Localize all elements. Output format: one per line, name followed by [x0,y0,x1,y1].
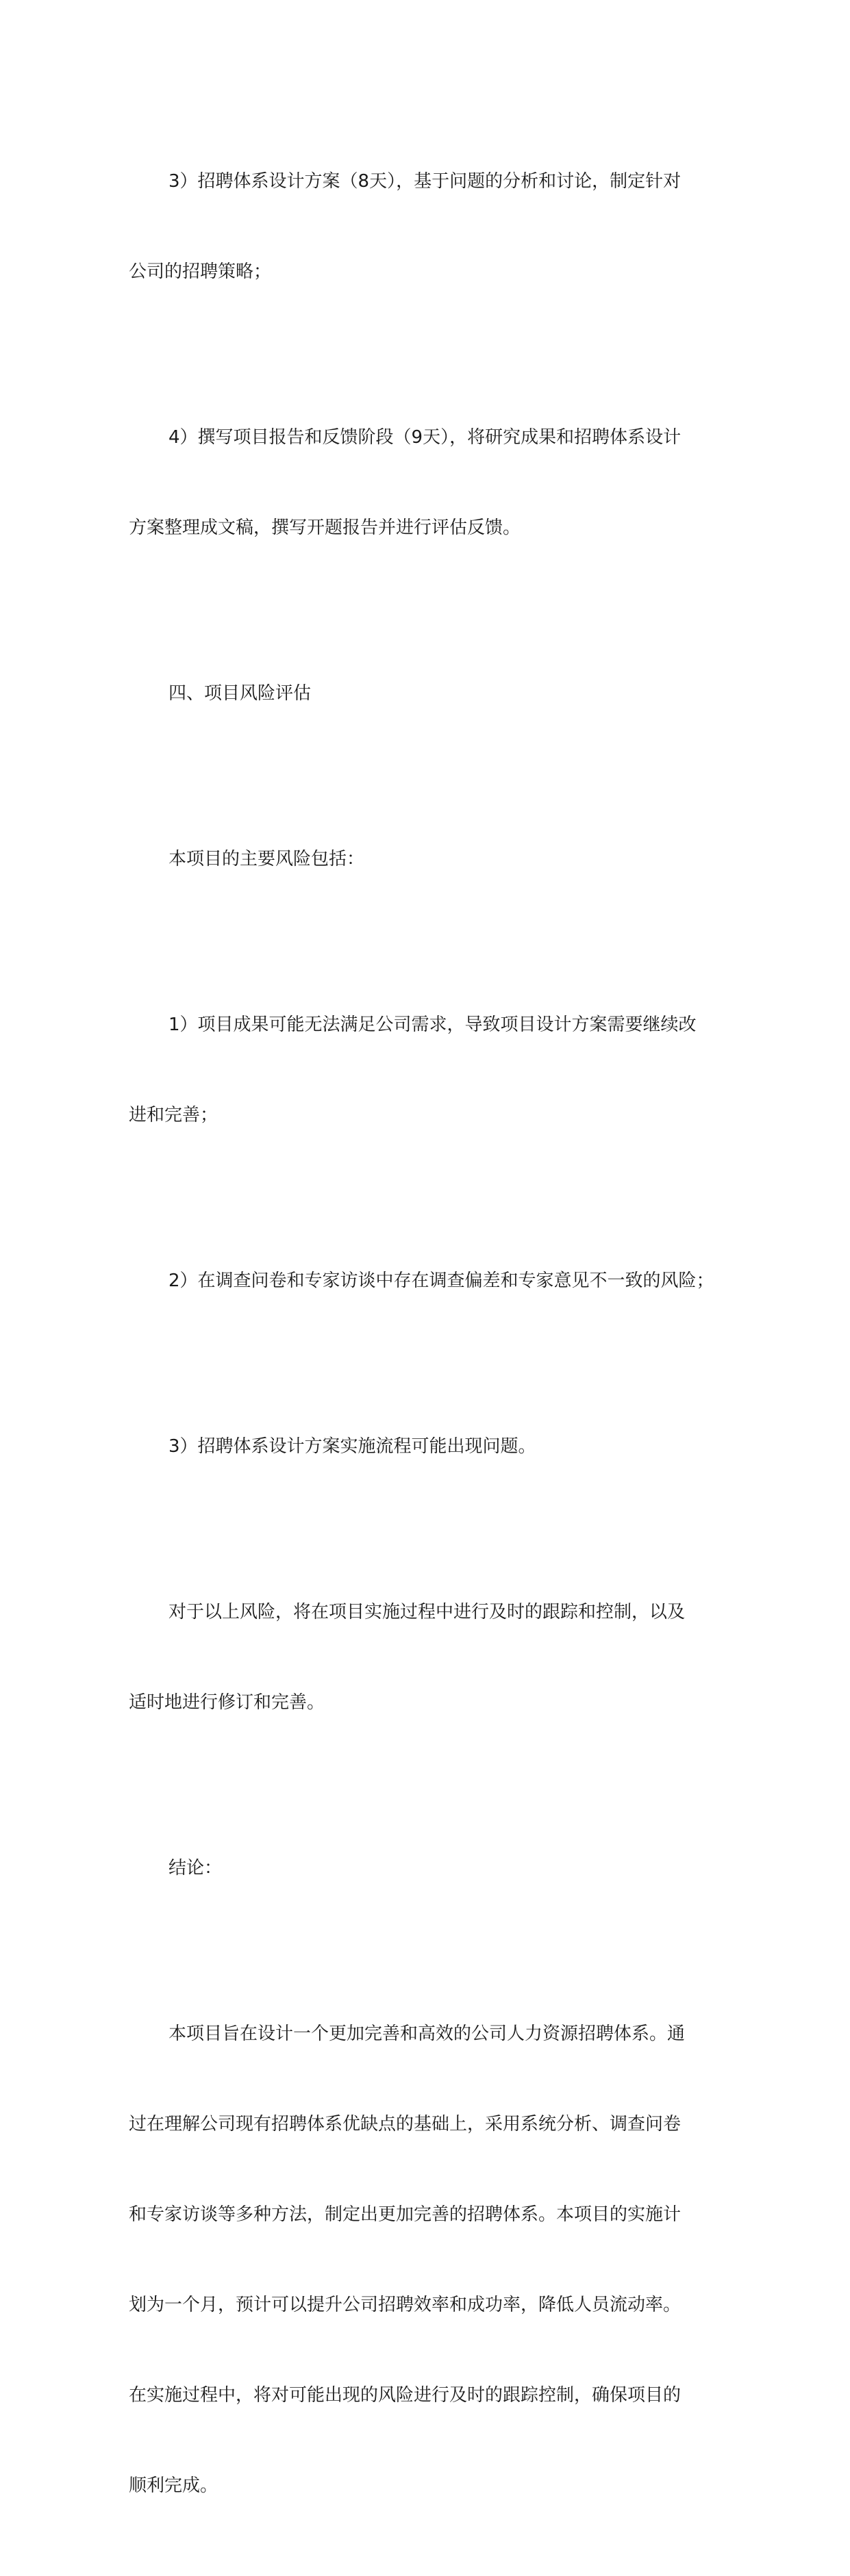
text-line: 2）在调查问卷和专家访谈中存在调查偏差和专家意见不一致的风险； [168,1271,714,1291]
text-line: 3）招聘体系设计方案（8天），基于问题的分析和讨论，制定针对 [168,171,682,192]
text-line: 1）项目成果可能无法满足公司需求，导致项目设计方案需要继续改 [168,1015,697,1035]
text-line: 公司的招聘策略； [129,262,272,282]
paragraph-risk-intro [129,784,745,934]
text-line: 进和完善； [129,1105,218,1125]
text-line: 3）招聘体系设计方案实施流程可能出现问题。 [168,1436,536,1457]
text-line: 在实施过程中，将对可能出现的风险进行及时的跟踪控制，确保项目的 [129,2385,682,2406]
text-line: 和专家访谈等多种方法，制定出更加完善的招聘体系。本项目的实施计 [129,2204,682,2225]
heading-text: 结论： [168,1858,223,1878]
heading-text: 四、项目风险评估 [168,683,312,704]
text-line: 本项目的主要风险包括： [168,849,365,869]
paragraph-risk-1 [129,949,745,1190]
text-line: 顺利完成。 [129,2475,218,2496]
text-line: 对于以上风险，将在项目实施过程中进行及时的跟踪和控制，以及 [168,1602,686,1622]
paragraph-risk-control [129,1537,745,1778]
document-body [129,106,745,2576]
paragraph-phase-4 [129,362,745,603]
paragraph-conclusion [129,1959,745,2561]
text-line: 本项目旨在设计一个更加完善和高效的公司人力资源招聘体系。通 [168,2024,686,2044]
section-heading-risk [129,618,745,769]
text-line: 4）撰写项目报告和反馈阶段（9天），将研究成果和招聘体系设计 [168,427,682,448]
text-line: 适时地进行修订和完善。 [129,1692,325,1713]
text-line: 划为一个月，预计可以提升公司招聘效率和成功率，降低人员流动率。 [129,2295,682,2315]
paragraph-phase-3 [129,106,745,347]
text-line: 过在理解公司现有招聘体系优缺点的基础上，采用系统分析、调查问卷 [129,2114,682,2134]
paragraph-risk-3 [129,1371,745,1522]
paragraph-risk-2 [129,1206,745,1356]
text-line: 方案整理成文稿，撰写开题报告并进行评估反馈。 [129,518,521,538]
section-heading-conclusion [129,1793,745,1943]
